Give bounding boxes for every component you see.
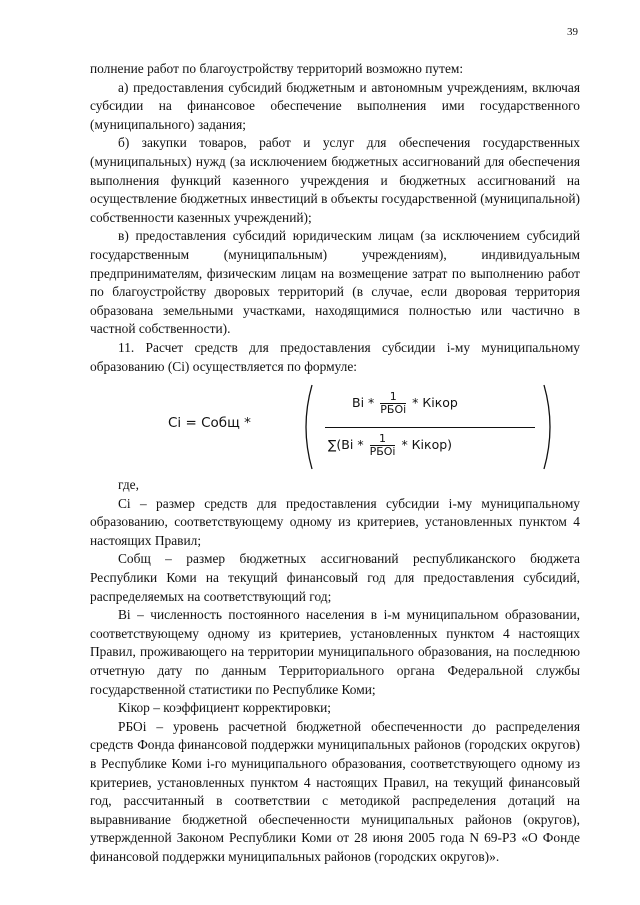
paragraph: где,: [118, 477, 139, 493]
fraction-top: 1: [380, 391, 406, 404]
paragraph: Ci – размер средств для предоставления субсидии i-му муниципальному образованию, соответствующему одному из критериев, установленных пунктом 4 настоящих Правил;: [90, 495, 580, 548]
paragraph: а) предоставления субсидий бюджетным и автономным учреждениям, включая субсидии на финансовое обеспечение выполнения ими государственного (муниципального) задания;: [90, 79, 580, 132]
fraction-top: 1: [370, 433, 396, 446]
paragraph: полнение работ по благоустройству территорий возможно путем:: [90, 61, 464, 76]
paragraph: 11. Расчет средств для предоставления субсидии i-му муниципальному образованию (Ci) осуществляется по формуле:: [90, 339, 580, 374]
paragraph: Bi – численность постоянного населения в i-м муниципальном образовании, соответствующему одному из критериев, установленных пунктом 4 настоящих Правил, проживающего на территории муниципального образования, на последнюю отчетную дату по данным Территориального органа Федеральной службы государственной статистики по Республике Коми;: [90, 607, 580, 697]
left-paren-icon: [300, 383, 314, 471]
paragraph: б) закупки товаров, работ и услуг для обеспечения государственных (муниципальных) нужд (за исключением бюджетных ассигнований для обеспечения выполнения функций казенного учреждения и бюджетных ассигнований на осуществление бюджетных инвестиций в объекты государственной (муниципальной) собственности казенных учреждений);: [90, 135, 580, 225]
formula: [90, 381, 580, 473]
paragraph: в) предоставления субсидий юридическим лицам (за исключением субсидий государственным (муниципальным) учреждениям), индивидуальным предпринимателям, физическим лицам на возмещение затрат по выполнению работ по благоустройству дворовых территорий (в случае, если дворовая территория образована земельными участками, находящимися полностью или частично в частной собственности).: [90, 228, 580, 337]
formula-denominator: [328, 433, 452, 458]
right-paren-icon: [542, 383, 556, 471]
paragraph: РБОi – уровень расчетной бюджетной обеспеченности до распределения средств Фонда финансовой поддержки муниципальных районов (городских округов) в Республике Коми i-го муниципального образования, соответствующего одному из критериев, установленных пунктом 4 настоящих Правил, на текущий финансовый год, рассчитанный в соответствии с методикой распределения дотаций на выравнивание бюджетной обеспеченности муниципальных районов (округов), утвержденной Законом Республики Коми от 28 июня 2005 года N 69-РЗ «О Фонде финансовой поддержки муниципальных районов (городских округов)».: [90, 718, 580, 864]
page-number: 39: [567, 26, 578, 38]
formula-lhs: Ci = Cобщ *: [168, 415, 251, 432]
formula-term: Bi *: [352, 395, 375, 411]
paragraph: Кiкор – коэффициент корректировки;: [118, 700, 331, 716]
formula-term: * Кiкор): [401, 437, 453, 453]
paragraph: Cобщ – размер бюджетных ассигнований республиканского бюджета Республики Коми на текущий финансовый год для предоставления субсидий, распределяемых на соответствующий год;: [90, 551, 580, 604]
formula-term: * Кiкор: [412, 395, 458, 411]
fraction-bottom: РБОi: [380, 403, 407, 417]
formula-numerator: [352, 391, 458, 416]
formula-term: ∑(Bi *: [328, 437, 364, 453]
fraction-bottom: РБОi: [369, 445, 396, 459]
fraction-bar: [325, 427, 535, 428]
formula-inner-fraction: [370, 433, 396, 458]
formula-inner-fraction: [380, 391, 406, 416]
document-body: [90, 60, 580, 867]
